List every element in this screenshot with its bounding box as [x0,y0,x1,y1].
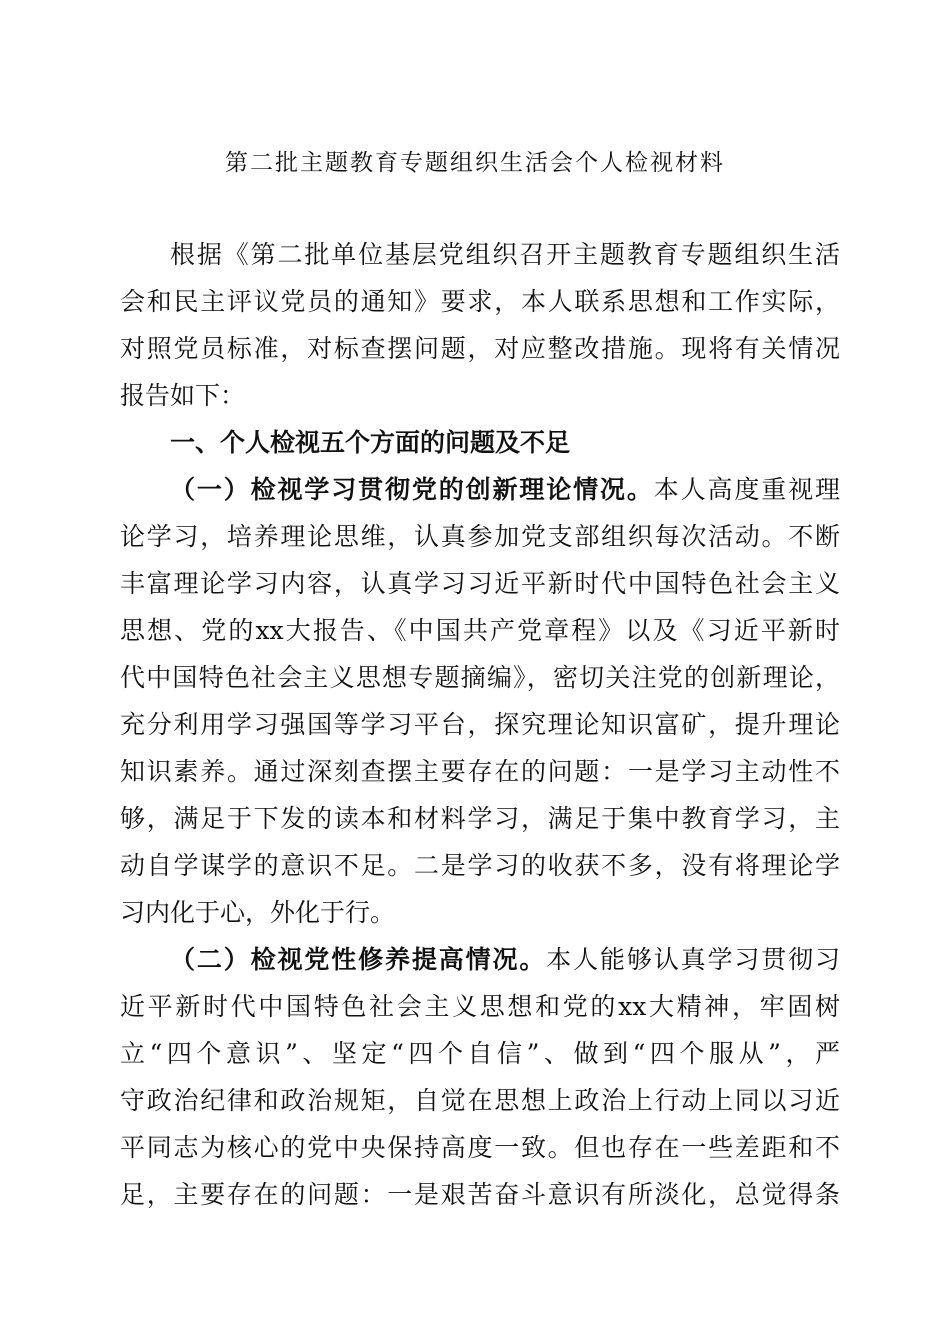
intro-line-3: 对照党员标准，对标查摆问题，对应整改措施。现将有关情况 [120,334,840,363]
item2-first-line-text: 本人能够认真学习贯彻习 [546,945,840,974]
intro-line-1: 根据《第二批单位基层党组织召开主题教育专题组织生活 [170,240,840,269]
item2-line: 立“四个意识”、坚定“四个自信”、做到“四个服从”，严 [120,1039,840,1068]
item2-first-line [170,940,840,980]
item2-heading: （二）检视党性修养提高情况。 [170,945,547,974]
item1-line: 代中国特色社会主义思想专题摘编》，密切关注党的创新理论， [120,663,840,692]
item2-line: 近平新时代中国特色社会主义思想和党的xx大精神，牢固树 [120,992,840,1021]
item1-line: 思想、党的xx大报告、《中国共产党章程》以及《习近平新时 [120,616,840,645]
item2-line: 平同志为核心的党中央保持高度一致。但也存在一些差距和不 [120,1133,840,1162]
intro-line-2: 会和民主评议党员的通知》要求，本人联系思想和工作实际， [120,287,840,316]
item2-line: 守政治纪律和政治规矩，自觉在思想上政治上行动上同以习近 [120,1086,840,1115]
item1-line: 知识素养。通过深刻查摆主要存在的问题：一是学习主动性不 [120,757,840,786]
item1-line: 动自学谋学的意识不足。二是学习的收获不多，没有将理论学 [120,851,840,880]
item1-line: 习内化于心，外化于行。 [120,898,396,927]
item1-line: 论学习，培养理论思维，认真参加党支部组织每次活动。不断 [120,522,840,551]
document-title: 第二批主题教育专题组织生活会个人检视材料 [225,150,725,176]
item1-line: 丰富理论学习内容，认真学习习近平新时代中国特色社会主义 [120,569,840,598]
intro-line-4: 报告如下： [120,381,246,410]
item1-line: 充分利用学习强国等学习平台，探究理论知识富矿，提升理论 [120,710,840,739]
item1-line: 够，满足于下发的读本和材料学习，满足于集中教育学习，主 [120,804,840,833]
item1-first-line [170,470,840,510]
item1-first-line-text: 本人高度重视理 [653,475,840,504]
section-heading: 一、个人检视五个方面的问题及不足 [170,428,571,457]
item1-heading: （一）检视学习贯彻党的创新理论情况。 [170,475,654,504]
item2-line: 足，主要存在的问题：一是艰苦奋斗意识有所淡化，总觉得条 [120,1180,840,1209]
